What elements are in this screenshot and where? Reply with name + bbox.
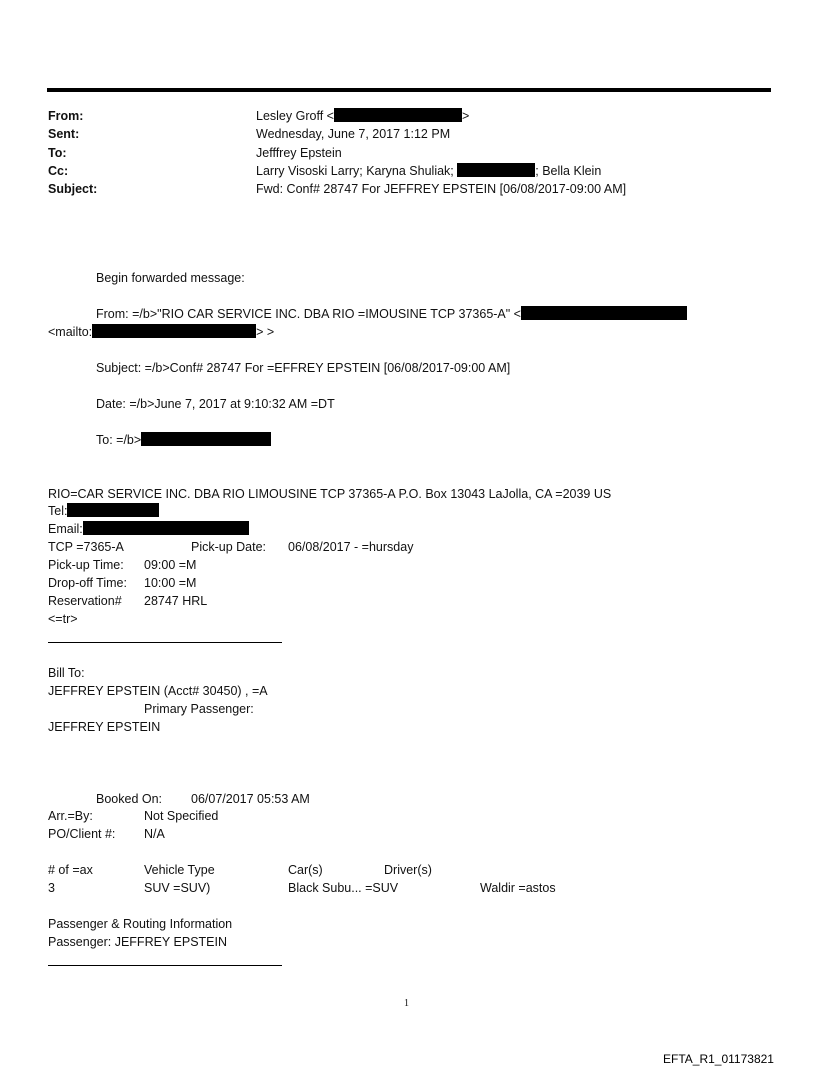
- section-divider: [48, 965, 282, 966]
- table-header-vehicle-type: Vehicle Type: [144, 863, 215, 877]
- pickup-date-value: 06/08/2017 - =hursday: [288, 540, 414, 554]
- fwd-to-text: To: =/b>: [96, 433, 142, 447]
- fwd-from-text: From: =/b>"RIO CAR SERVICE INC. DBA RIO =IMOUSINE TCP 37365-A" <: [96, 307, 521, 321]
- from-label: From:: [48, 109, 84, 123]
- routing-title: Passenger & Routing Information: [48, 917, 233, 931]
- cc-label: Cc:: [48, 164, 69, 178]
- cc-names-tail: ; Bella Klein: [535, 164, 602, 178]
- email-line: [48, 521, 249, 537]
- bill-to-label: Bill To:: [48, 666, 85, 680]
- sent-value: Wednesday, June 7, 2017 1:12 PM: [256, 127, 451, 141]
- from-name: Lesley Groff <: [256, 109, 334, 123]
- mailto-prefix: <mailto:: [48, 325, 93, 339]
- reservation-label: Reservation#: [48, 594, 122, 608]
- email-label: Email:: [48, 522, 83, 536]
- pickup-date-label: Pick-up Date:: [191, 540, 267, 554]
- pickup-time-value: 09:00 =M: [144, 558, 197, 572]
- booked-on-value: 06/07/2017 05:53 AM: [191, 792, 310, 806]
- header-rule: [47, 88, 771, 92]
- fwd-to-line: [96, 432, 271, 448]
- fwd-mailto-line: [48, 324, 274, 340]
- cc-value: [256, 163, 601, 179]
- tr-tag: <=tr>: [48, 612, 78, 626]
- company-address: RIO=CAR SERVICE INC. DBA RIO LIMOUSINE TCP 37365-A P.O. Box 13043 LaJolla, CA =2039 US: [48, 487, 612, 501]
- tel-line: [48, 503, 159, 519]
- po-client-label: PO/Client #:: [48, 827, 116, 841]
- redaction: [457, 163, 535, 177]
- table-cell-cars: Black Subu... =SUV: [288, 881, 399, 895]
- booked-on-label: Booked On:: [96, 792, 163, 806]
- redaction: [334, 108, 462, 122]
- from-value: [256, 108, 469, 124]
- routing-passenger: Passenger: JEFFREY EPSTEIN: [48, 935, 227, 949]
- to-value: Jefffrey Epstein: [256, 146, 342, 160]
- to-label: To:: [48, 146, 67, 160]
- table-header-pax: # of =ax: [48, 863, 93, 877]
- forward-intro: Begin forwarded message:: [96, 271, 245, 285]
- tel-label: Tel:: [48, 504, 68, 518]
- sent-label: Sent:: [48, 127, 80, 141]
- fwd-subject-line: Subject: =/b>Conf# 28747 For =EFFREY EPSTEIN [06/08/2017-09:00 AM]: [96, 361, 511, 375]
- section-divider: [48, 642, 282, 643]
- arr-by-label: Arr.=By:: [48, 809, 93, 823]
- page-number: 1: [404, 998, 409, 1009]
- redaction: [92, 324, 256, 338]
- subject-value: Fwd: Conf# 28747 For JEFFREY EPSTEIN [06/08/2017-09:00 AM]: [256, 182, 627, 196]
- redaction: [141, 432, 271, 446]
- table-cell-pax: 3: [48, 881, 55, 895]
- subject-label: Subject:: [48, 182, 98, 196]
- primary-passenger-value: JEFFREY EPSTEIN: [48, 720, 161, 734]
- redaction: [83, 521, 249, 535]
- mailto-suffix: > >: [256, 325, 275, 339]
- arr-by-value: Not Specified: [144, 809, 219, 823]
- dropoff-time-value: 10:00 =M: [144, 576, 197, 590]
- reservation-value: 28747 HRL: [144, 594, 208, 608]
- cc-names: Larry Visoski Larry; Karyna Shuliak;: [256, 164, 454, 178]
- primary-passenger-label: Primary Passenger:: [144, 702, 254, 716]
- table-cell-vehicle-type: SUV =SUV): [144, 881, 211, 895]
- table-header-drivers: Driver(s): [384, 863, 432, 877]
- po-client-value: N/A: [144, 827, 165, 841]
- bill-to-value: JEFFREY EPSTEIN (Acct# 30450) , =A: [48, 684, 268, 698]
- fwd-from-line: [96, 306, 687, 322]
- dropoff-time-label: Drop-off Time:: [48, 576, 127, 590]
- tcp-number: TCP =7365-A: [48, 540, 124, 554]
- from-suffix: >: [461, 109, 470, 123]
- redaction: [67, 503, 159, 517]
- table-cell-drivers: Waldir =astos: [480, 881, 556, 895]
- document-id: EFTA_R1_01173821: [663, 1052, 774, 1066]
- redaction: [521, 306, 687, 320]
- pickup-time-label: Pick-up Time:: [48, 558, 124, 572]
- table-header-cars: Car(s): [288, 863, 323, 877]
- fwd-date-line: Date: =/b>June 7, 2017 at 9:10:32 AM =DT: [96, 397, 335, 411]
